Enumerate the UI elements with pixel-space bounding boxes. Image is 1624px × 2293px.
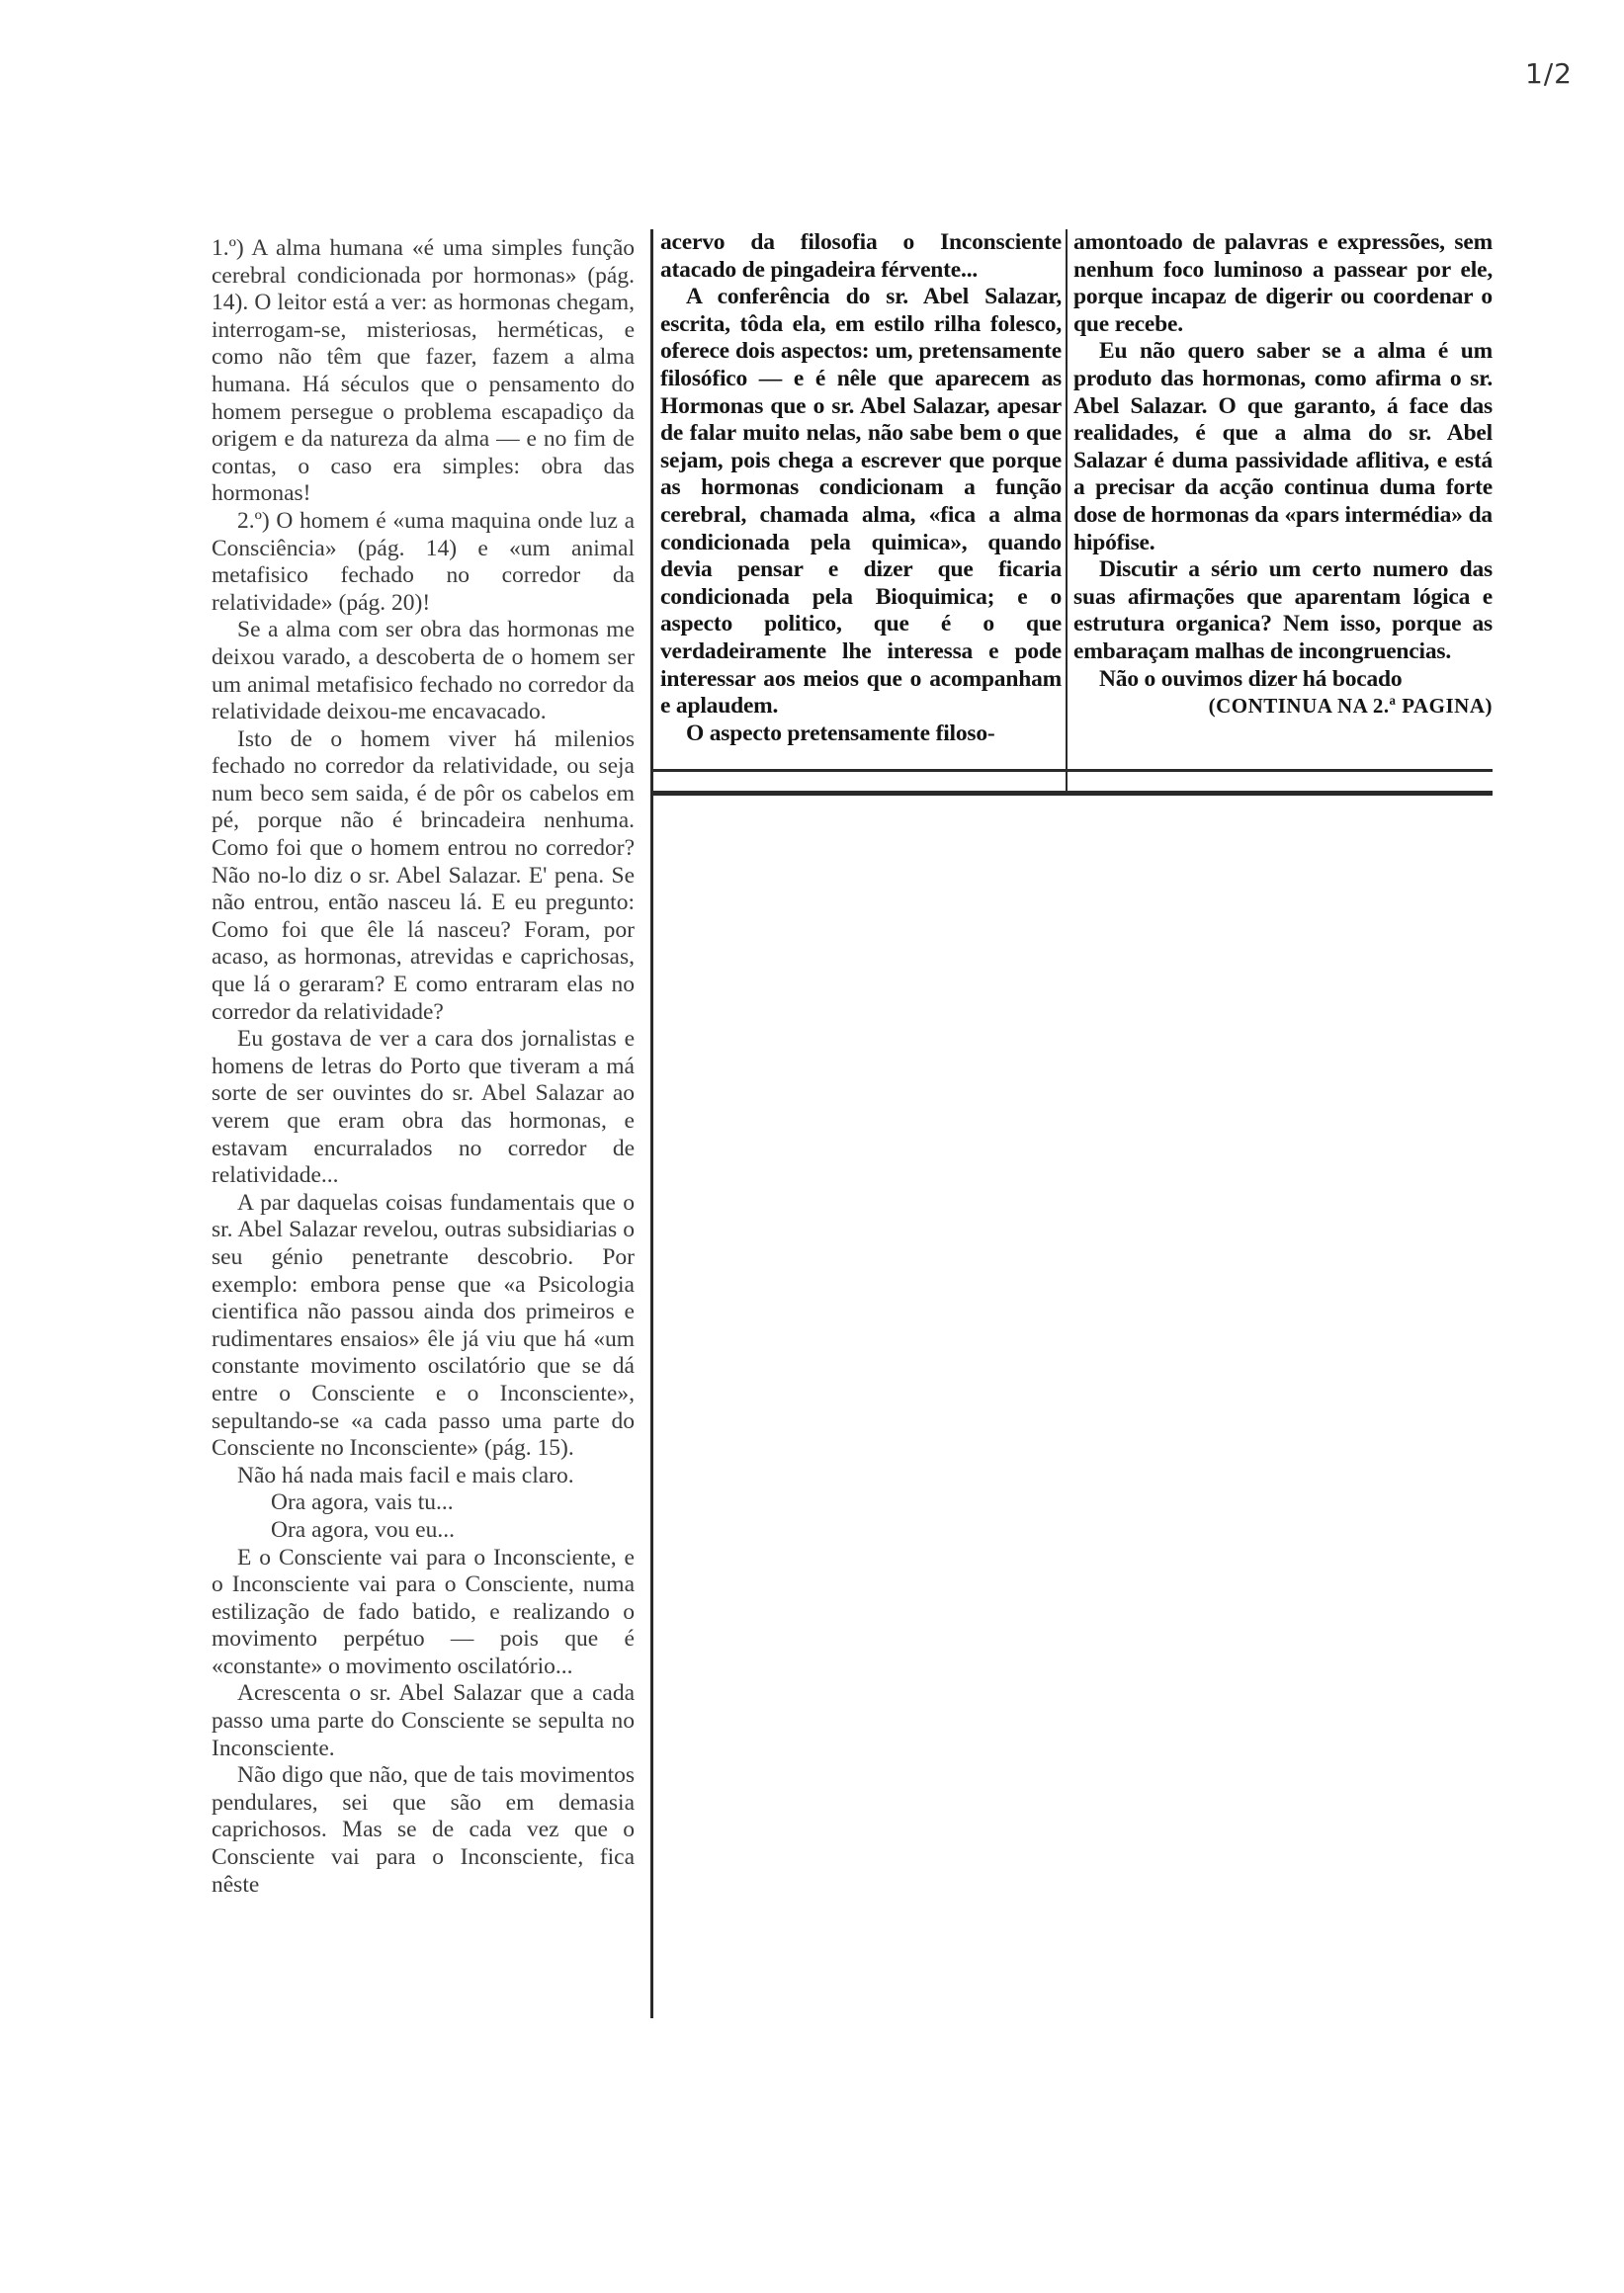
paragraph: 2.º) O homem é «uma maquina onde luz a Consciência» (pág. 14) e «um animal metafisico fechado no corredor da relatividade» (pág. 20)!	[212, 507, 635, 616]
paragraph: acervo da filosofia o Inconsciente atacado de pingadeira férvente...	[660, 229, 1062, 283]
article-column-3	[1073, 229, 1493, 721]
quote-line: Ora agora, vou eu...	[271, 1516, 455, 1543]
paragraph: 1.º) A alma humana «é uma simples função cerebral condicionada por hormonas» (pág. 14). O leitor está a ver: as hormonas chegam, interrogam-se, misteriosas, herméticas, e como não têm que fazer, fazem a alma humana. Há séculos que o pensamento do homem persegue o problema escapadiço da origem e da natureza da alma — e no fim de contas, o caso era simples: obra das hormonas!	[212, 235, 635, 507]
paragraph: Eu não quero saber se a alma é um produto das hormonas, como afirma o sr. Abel Salazar. O que garanto, á face das realidades, é que a alma do sr. Abel Salazar é duma passividade aflitiva, e está a precisar da acção continua duma forte dose de hormonas da «pars intermédia» da hipófise.	[1073, 338, 1493, 555]
continuation-note: (CONTINUA NA 2.ª PAGINA)	[1208, 694, 1493, 719]
article-column-1	[212, 235, 635, 1899]
paragraph: Eu gostava de ver a cara dos jornalistas e homens de letras do Porto que tiveram a má sorte de ser ouvintes do sr. Abel Salazar ao verem que eram obra das hormonas, e estavam encurralados no corredor de relatividade...	[212, 1026, 635, 1189]
horizontal-rule-thin	[652, 769, 1493, 772]
paragraph: Não digo que não, que de tais movimentos pendulares, sei que são em demasia caprichosos. Mas se de cada vez que o Consciente vai para o Inconsciente, fica nêste	[212, 1762, 635, 1898]
quote-line: Ora agora, vais tu...	[271, 1489, 454, 1516]
paragraph: E o Consciente vai para o Inconsciente, e o Inconsciente vai para o Consciente, numa estilização de fado batido, e realizando o movimento perpétuo — pois que é «constante» o movimento oscilatório...	[212, 1544, 635, 1679]
paragraph: Não o ouvimos dizer há bocado	[1099, 665, 1403, 692]
paragraph: Discutir a sério um certo numero das suas afirmações que aparentam lógica e estrutura organica? Nem isso, porque as embaraçam malhas de incongruencias.	[1073, 556, 1493, 664]
paragraph: amontoado de palavras e expressões, sem nenhum foco luminoso a passear por ele, porque incapaz de digerir ou coordenar o que recebe.	[1073, 229, 1493, 337]
paragraph: A conferência do sr. Abel Salazar, escrita, tôda ela, em estilo rilha folesco, oferece dois aspectos: um, pretensamente filosófico — e é nêle que aparecem as Hormonas que o sr. Abel Salazar, apesar de falar muito nelas, não sabe bem o que sejam, pois chega a escrever que porque as hormonas condicionam a função cerebral, chamada alma, «fica a alma condicionada pela quimica», quando devia pensar e dizer que ficaria condicionada pela Bioquimica; e o aspecto politico, que é o que verdadeiramente lhe interessa e pode interessar aos meios que o acompanham e aplaudem.	[660, 284, 1062, 720]
paragraph: O aspecto pretensamente filoso-	[686, 720, 995, 746]
horizontal-rule-thick	[652, 791, 1493, 796]
column-rule-right	[1066, 229, 1068, 795]
paragraph: Acrescenta o sr. Abel Salazar que a cada passo uma parte do Consciente se sepulta no Inconsciente.	[212, 1680, 635, 1761]
paragraph: Se a alma com ser obra das hormonas me deixou varado, a descoberta de o homem ser um animal metafisico fechado no corredor da relatividade deixou-me encavacado.	[212, 617, 635, 725]
paragraph: Isto de o homem viver há milenios fechado no corredor da relatividade, ou seja num beco sem saida, é de pôr os cabelos em pé, porque não é brincadeira nenhuma. Como foi que o homem entrou no corredor? Não no-lo diz o sr. Abel Salazar. E' pena. Se não entrou, então nasceu lá. E eu pregunto: Como foi que êle lá nasceu? Foram, por acaso, as hormonas, atrevidas e caprichosas, que lá o geraram? E como entraram elas no corredor da relatividade?	[212, 725, 635, 1025]
article-column-2	[660, 229, 1062, 747]
column-rule-left	[650, 229, 653, 2018]
newspaper-clipping	[212, 229, 1496, 2038]
paragraph: A par daquelas coisas fundamentais que o sr. Abel Salazar revelou, outras subsidiarias o seu génio penetrante descobrio. Por exemplo: embora pense que «a Psicologia cientifica não passou ainda dos primeiros e rudimentares ensaios» êle já viu que há «um constante movimento oscilatório que se dá entre o Consciente e o Inconsciente», sepultando-se «a cada passo uma parte do Consciente no Inconsciente» (pág. 15).	[212, 1189, 635, 1462]
page-number: 1/2	[1524, 57, 1573, 90]
paragraph: Não há nada mais facil e mais claro.	[237, 1462, 574, 1488]
